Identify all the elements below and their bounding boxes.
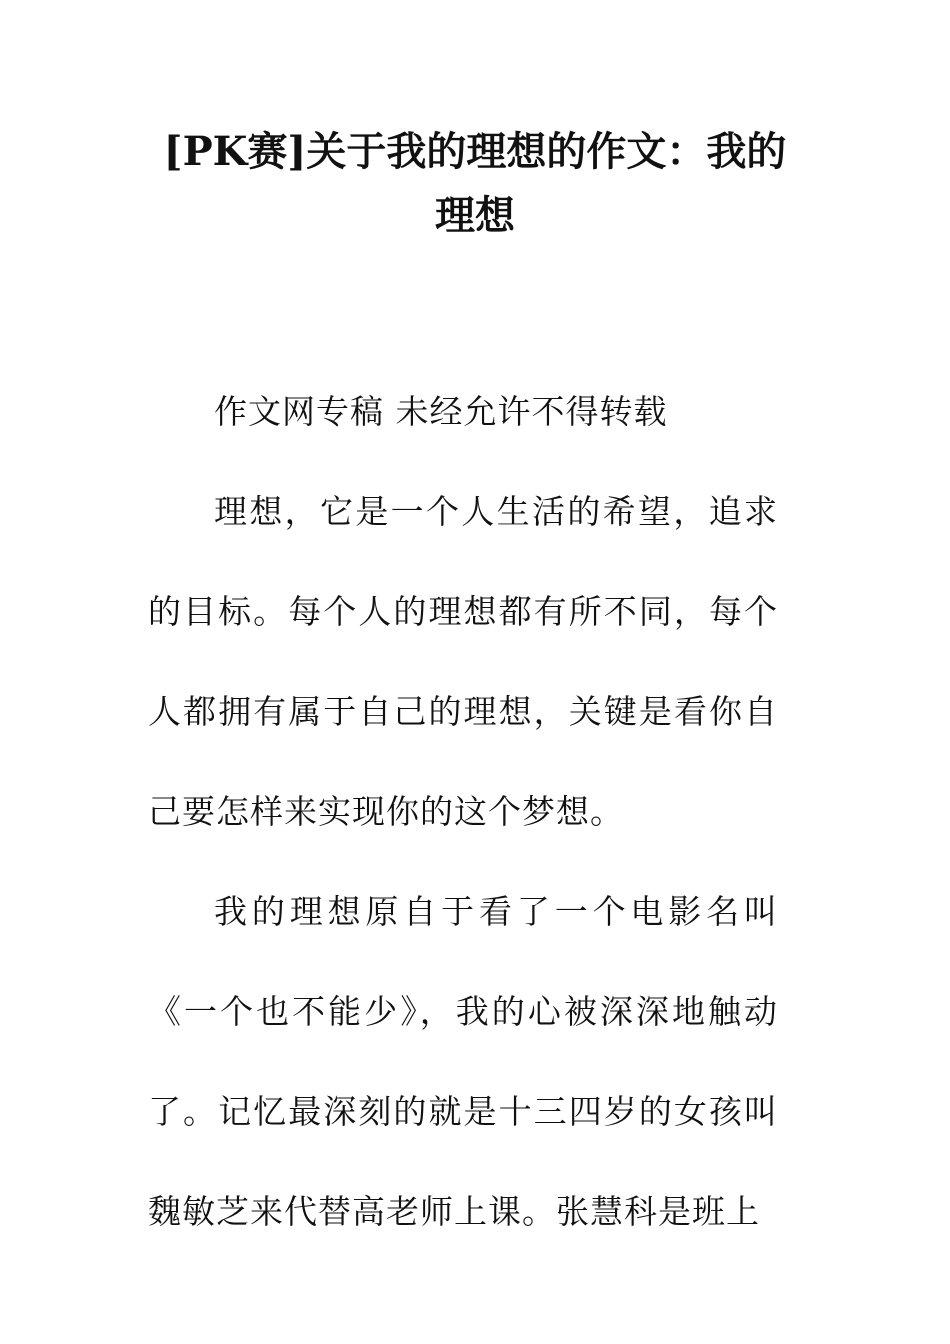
paragraph-2: 我的理想原自于看了一个电影名叫《一个也不能少》，我的心被深深地触动了。记忆最深刻的就是十三四岁的女孩叫魏敏芝来代替高老师上课。张慧科是班上 — [148, 892, 778, 1231]
document-body — [148, 362, 778, 1262]
title-line-1: [PK赛]关于我的理想的作文：我的 — [163, 128, 787, 175]
paragraph-1: 理想，它是一个人生活的希望，追求的目标。每个人的理想都有所不同，每个人都拥有属于自己的理想，关键是看你自己要怎样来实现你的这个梦想。 — [148, 492, 778, 831]
byline: 作文网专稿 未经允许不得转载 — [214, 392, 668, 431]
document-title — [145, 120, 805, 248]
title-line-2: 理想 — [435, 192, 515, 239]
